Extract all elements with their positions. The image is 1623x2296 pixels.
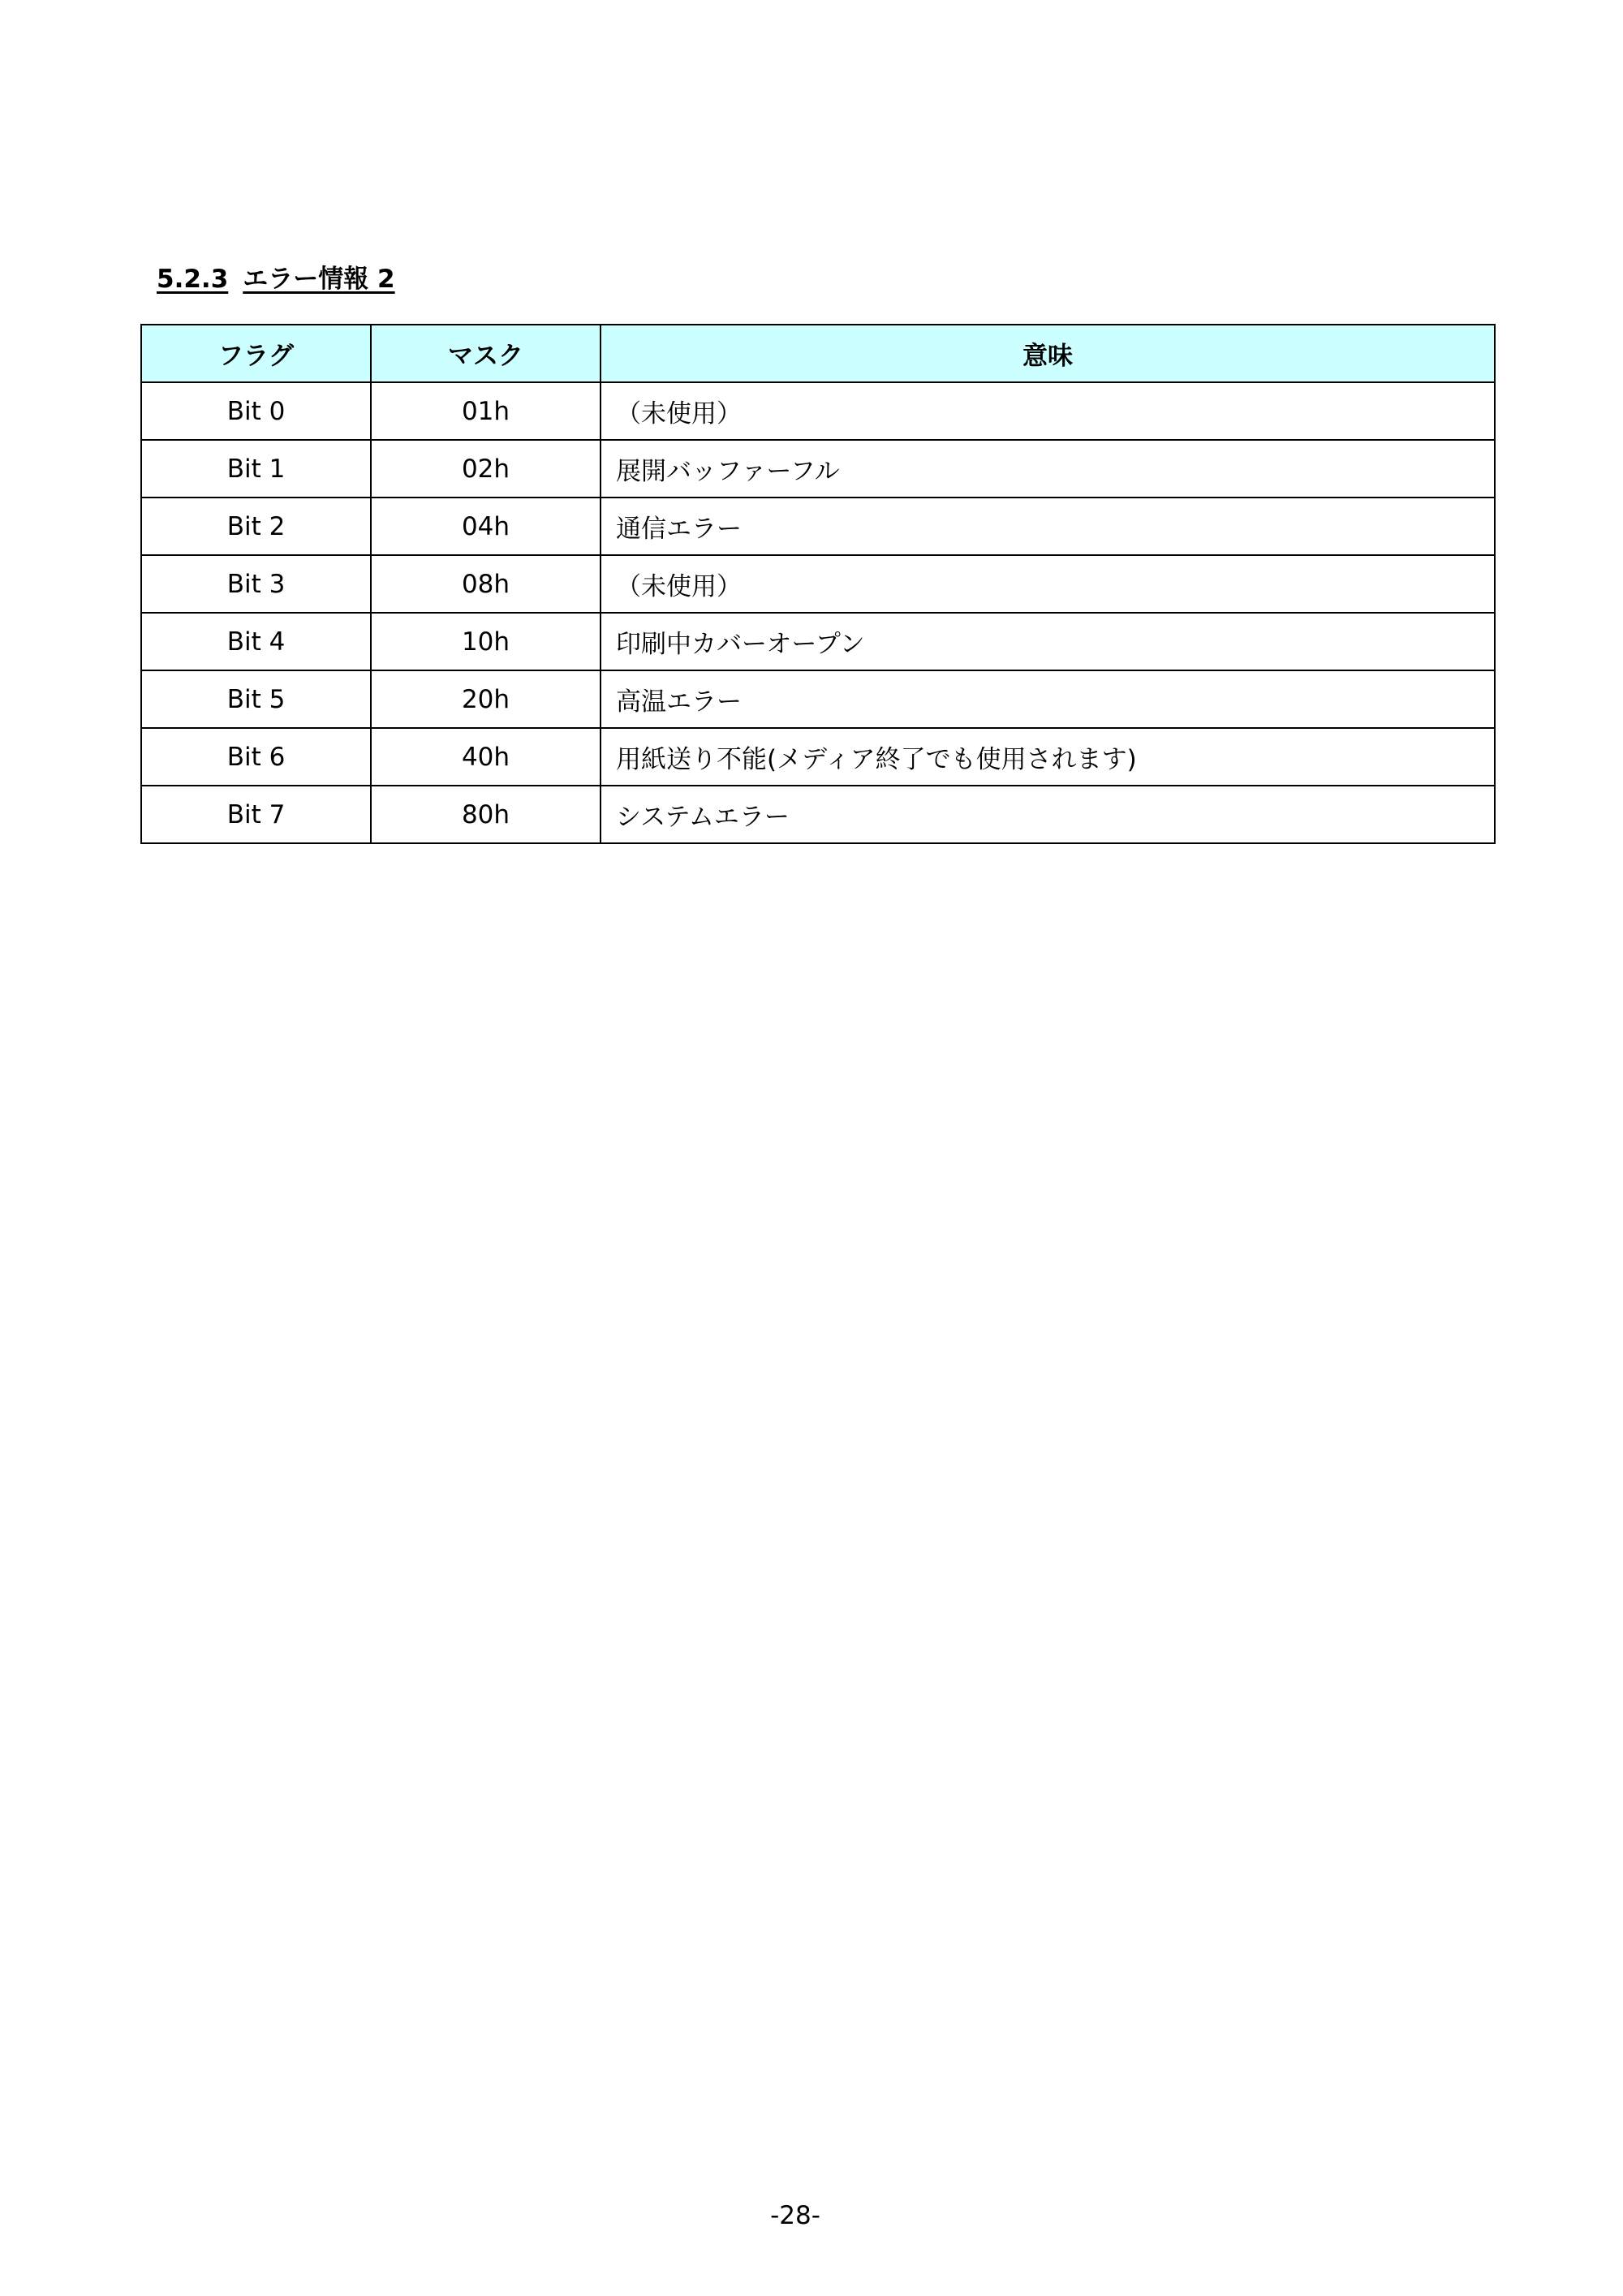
meaning-cell: （未使用） <box>601 555 1495 613</box>
table-row <box>141 613 1495 670</box>
header-meaning: 意味 <box>601 325 1495 382</box>
mask-cell: 20h <box>371 670 601 728</box>
meaning-cell: （未使用） <box>601 382 1495 440</box>
page-number: -28- <box>770 2201 820 2230</box>
flag-cell: Bit 1 <box>141 440 371 498</box>
error-info-table <box>140 324 1496 844</box>
table-row <box>141 498 1495 555</box>
flag-cell: Bit 6 <box>141 728 371 786</box>
table-row <box>141 786 1495 843</box>
flag-cell: Bit 3 <box>141 555 371 613</box>
flag-cell: Bit 4 <box>141 613 371 670</box>
meaning-cell: 印刷中カバーオープン <box>601 613 1495 670</box>
meaning-cell: 通信エラー <box>601 498 1495 555</box>
table-row <box>141 670 1495 728</box>
meaning-cell: 高温エラー <box>601 670 1495 728</box>
section-heading <box>157 258 395 295</box>
table-header-row <box>141 325 1495 382</box>
flag-cell: Bit 5 <box>141 670 371 728</box>
mask-cell: 40h <box>371 728 601 786</box>
table-row <box>141 440 1495 498</box>
mask-cell: 01h <box>371 382 601 440</box>
meaning-cell: 展開バッファーフル <box>601 440 1495 498</box>
flag-cell: Bit 7 <box>141 786 371 843</box>
mask-cell: 08h <box>371 555 601 613</box>
header-flag: フラグ <box>141 325 371 382</box>
meaning-cell: システムエラー <box>601 786 1495 843</box>
mask-cell: 02h <box>371 440 601 498</box>
mask-cell: 04h <box>371 498 601 555</box>
mask-cell: 10h <box>371 613 601 670</box>
section-title-text: エラー情報 2 <box>243 265 395 294</box>
mask-cell: 80h <box>371 786 601 843</box>
meaning-cell: 用紙送り不能(メディア終了でも使用されます) <box>601 728 1495 786</box>
table-row <box>141 728 1495 786</box>
section-number: 5.2.3 <box>157 265 229 294</box>
table-row <box>141 382 1495 440</box>
header-mask: マスク <box>371 325 601 382</box>
flag-cell: Bit 0 <box>141 382 371 440</box>
table-row <box>141 555 1495 613</box>
flag-cell: Bit 2 <box>141 498 371 555</box>
